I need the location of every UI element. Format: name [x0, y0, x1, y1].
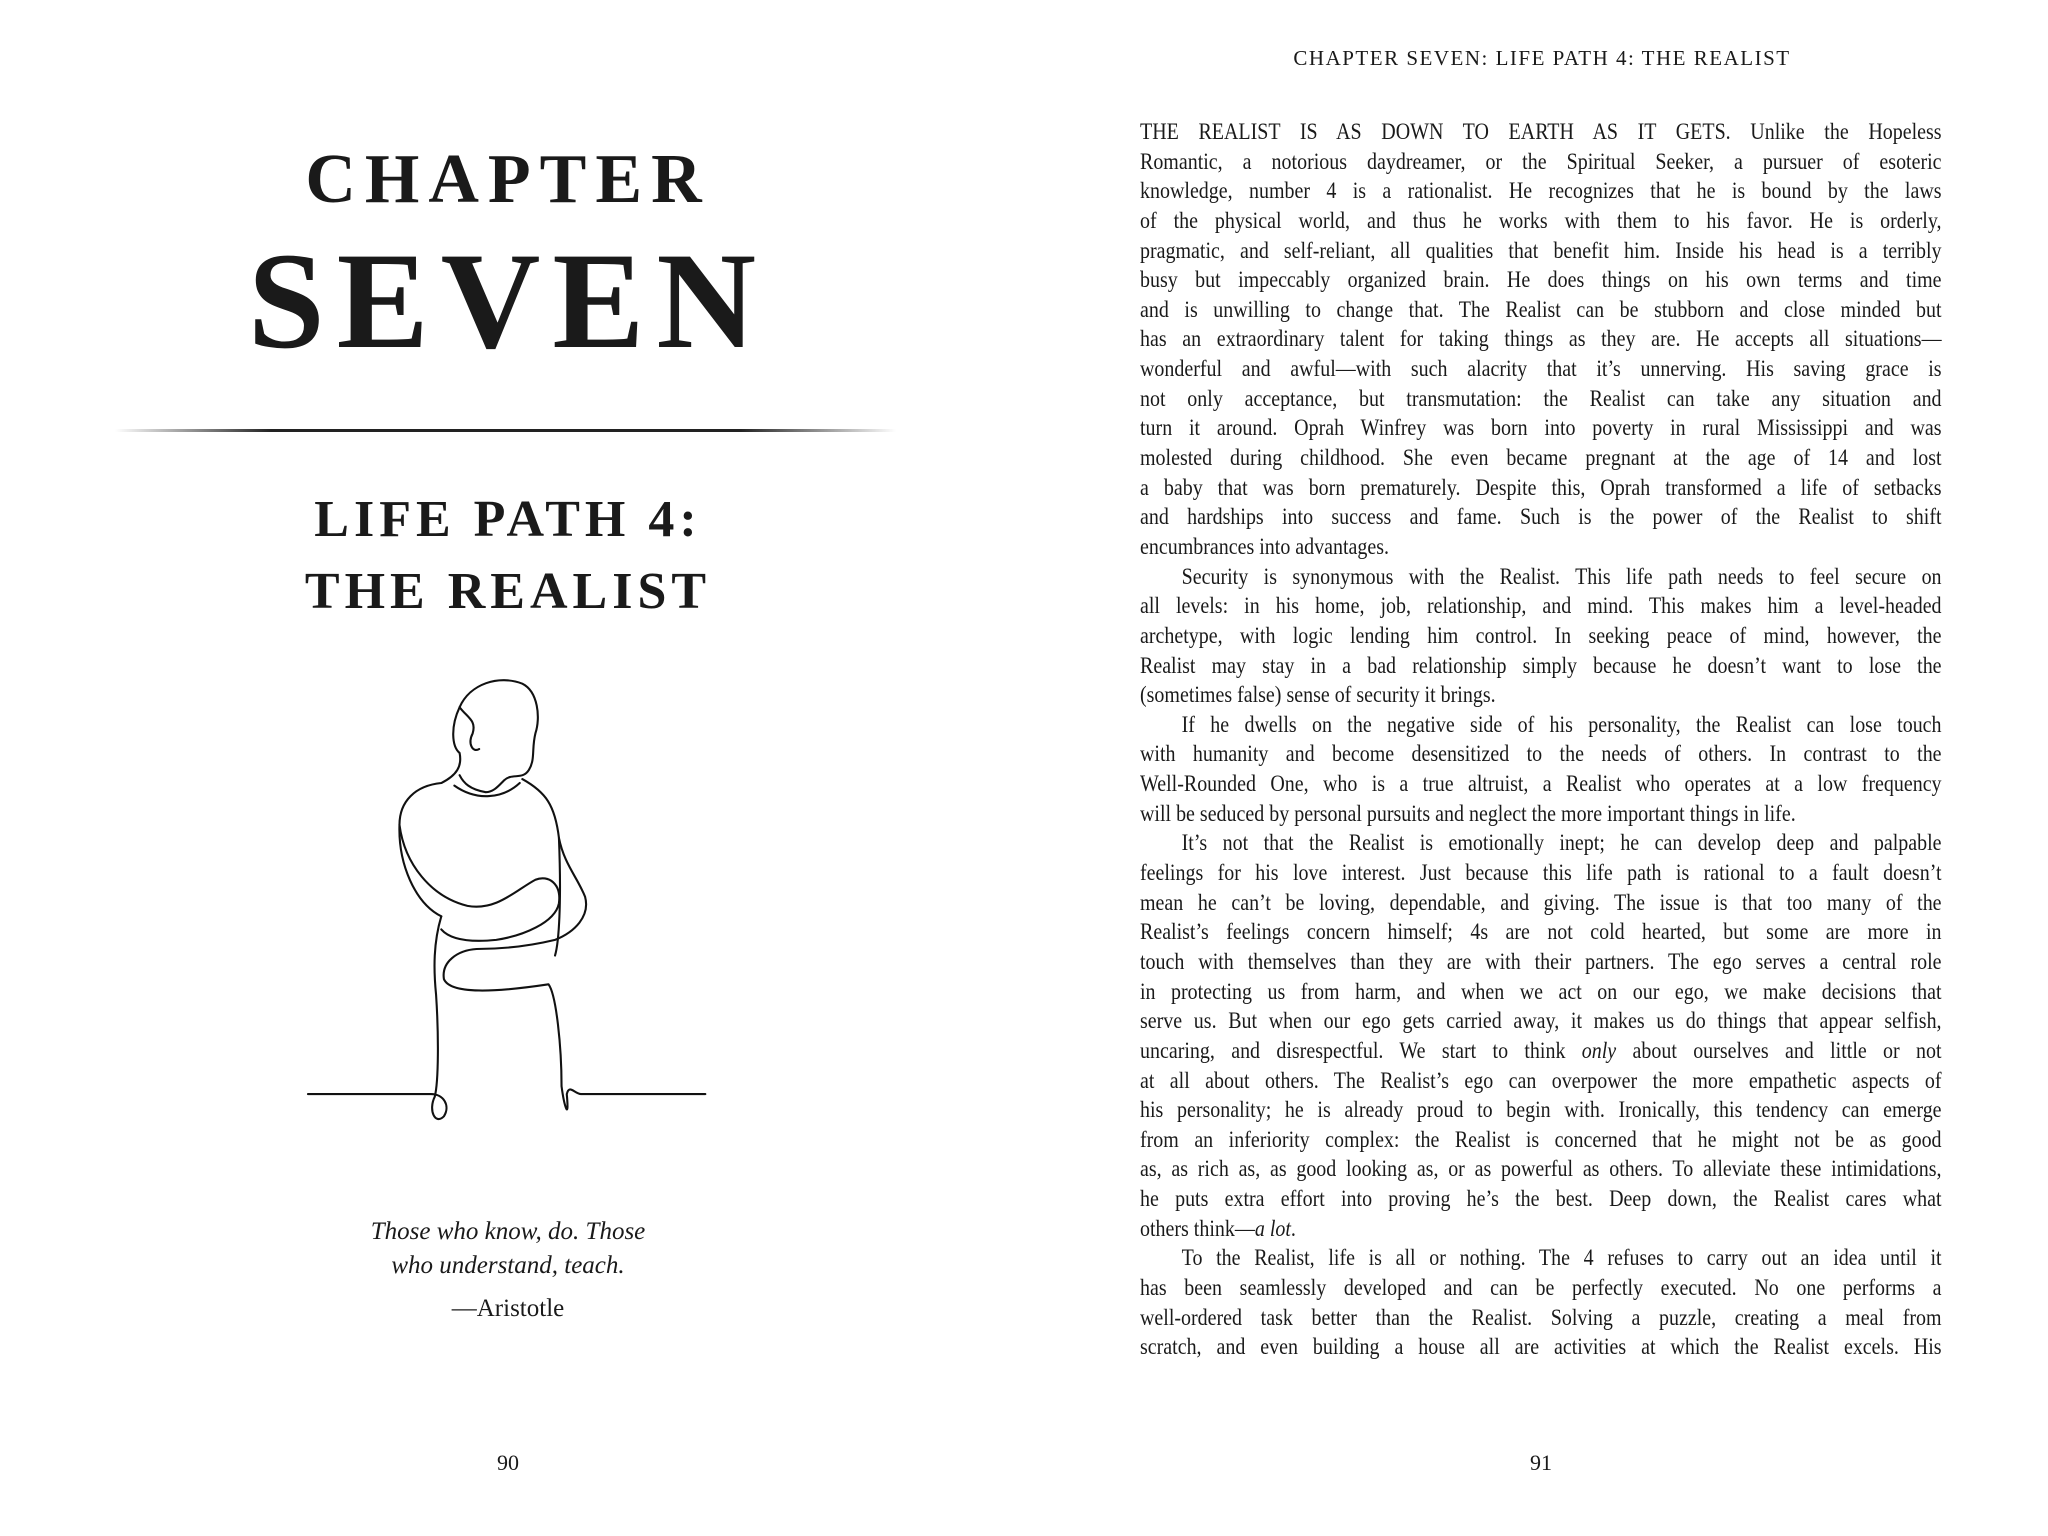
text-segment: and is unwilling to change that. The Realist can be stubborn and close minded but [1140, 296, 1942, 323]
text-line [1140, 266, 1942, 296]
text-line [1140, 740, 1942, 770]
text-segment: from an inferiority complex: the Realist is concerned that he might not be as good [1140, 1126, 1942, 1153]
text-line [1140, 711, 1942, 741]
text-line [1140, 118, 1942, 148]
epigraph-line2: who understand, teach. [391, 1252, 625, 1279]
text-segment: knowledge, number 4 is a rationalist. He recognizes that he is bound by the laws [1140, 178, 1942, 205]
text-line [1140, 829, 1942, 859]
text-segment: serve us. But when our ego gets carried away, it makes us do things that appear selfish, [1140, 1008, 1942, 1035]
text-segment: with humanity and become desensitized to the needs of others. In contrast to the [1140, 741, 1942, 768]
chapter-title-line2: THE REALIST [304, 563, 712, 620]
text-line [1140, 207, 1942, 237]
text-segment: turn it around. Oprah Winfrey was born into poverty in rural Mississippi and was [1140, 415, 1942, 442]
line-art-figure-illustration [300, 668, 712, 1132]
text-segment: Realist may stay in a bad relationship simply because he doesn’t want to lose the [1140, 652, 1942, 679]
text-segment: at all about others. The Realist’s ego can overpower the more empathetic aspects of [1140, 1067, 1942, 1094]
text-segment: scratch, and even building a house all are activities at which the Realist excels. His [1140, 1334, 1942, 1361]
text-segment: will be seduced by personal pursuits and neglect the more important things in life. [1140, 800, 1796, 827]
epigraph-attribution: —Aristotle [451, 1295, 565, 1322]
chapter-label: CHAPTER [305, 141, 711, 218]
text-segment: molested during childhood. She even became pregnant at the age of 14 and lost [1140, 445, 1942, 472]
text-segment: others think— [1140, 1215, 1255, 1242]
divider-rule [115, 429, 896, 432]
text-line [1140, 800, 1942, 830]
text-line [1140, 444, 1942, 474]
text-segment: encumbrances into advantages. [1140, 533, 1390, 560]
text-segment: his personality; he is already proud to begin with. Ironically, this tendency can emerge [1140, 1097, 1942, 1124]
page-number: 91 [1530, 1450, 1552, 1475]
text-line [1140, 1244, 1942, 1274]
text-line [1140, 770, 1942, 800]
text-segment: well-ordered task better than the Realist. Solving a puzzle, creating a meal from [1140, 1304, 1942, 1331]
text-segment: . [1290, 1215, 1296, 1242]
text-segment: feelings for his love interest. Just because this life path is rational to a fault doesn’t [1140, 860, 1942, 887]
text-segment: not only acceptance, but transmutation: the Realist can take any situation and [1140, 385, 1942, 412]
text-line [1140, 1007, 1942, 1037]
text-segment: Well-Rounded One, who is a true altruist, a Realist who operates at a low frequency [1140, 771, 1942, 798]
text-segment: If he dwells on the negative side of his personality, the Realist can lose touch [1181, 711, 1942, 738]
text-line [1140, 296, 1942, 326]
right-page [1024, 0, 2048, 1536]
text-line [1140, 1155, 1942, 1185]
text-segment: It’s not that the Realist is emotionally inept; he can develop deep and palpable [1181, 830, 1942, 857]
text-line [1140, 948, 1942, 978]
text-segment: busy but impeccably organized brain. He does things on his own terms and time [1140, 267, 1942, 294]
text-segment: touch with themselves than they are with their partners. The ego serves a central role [1140, 948, 1942, 975]
text-line [1140, 1304, 1942, 1334]
text-line [1140, 681, 1942, 711]
text-line [1140, 1215, 1942, 1245]
text-line [1140, 859, 1942, 889]
text-line [1140, 1067, 1942, 1097]
text-line [1140, 622, 1942, 652]
text-segment: THE REALIST IS AS DOWN TO EARTH AS IT GETS. Unlike the Hopeless [1140, 119, 1942, 145]
text-line [1140, 533, 1942, 563]
text-line [1140, 1274, 1942, 1304]
text-line [1140, 652, 1942, 682]
text-segment: and hardships into success and fame. Such is the power of the Realist to shift [1140, 504, 1942, 531]
epigraph-line1: Those who know, do. Those [370, 1218, 646, 1245]
text-segment: as, as rich as, as good looking as, or as powerful as others. To alleviate these intimidations, [1140, 1156, 1942, 1183]
text-line [1140, 148, 1942, 178]
text-line [1140, 592, 1942, 622]
text-segment: mean he can’t be loving, dependable, and giving. The issue is that too many of the [1140, 889, 1942, 916]
text-line [1140, 237, 1942, 267]
text-segment: pragmatic, and self-reliant, all qualities that benefit him. Inside his head is a terribly [1140, 237, 1942, 264]
text-line [1140, 414, 1942, 444]
text-segment: in protecting us from harm, and when we act on our ego, we make decisions that [1140, 978, 1942, 1005]
text-segment: Security is synonymous with the Realist. This life path needs to feel secure on [1181, 563, 1942, 590]
text-line [1140, 978, 1942, 1008]
text-segment: uncaring, and disrespectful. We start to think [1140, 1037, 1582, 1064]
text-segment: he puts extra effort into proving he’s the best. Deep down, the Realist cares what [1140, 1186, 1942, 1213]
body-text [1140, 118, 1942, 1363]
text-segment: a baby that was born prematurely. Despite this, Oprah transformed a life of setbacks [1140, 474, 1942, 501]
text-segment: (sometimes false) sense of security it brings. [1140, 682, 1496, 709]
text-line [1140, 889, 1942, 919]
italic-text: only [1581, 1037, 1617, 1064]
text-line [1140, 385, 1942, 415]
page-number: 90 [497, 1450, 519, 1475]
text-line [1140, 1096, 1942, 1126]
chapter-number: SEVEN [247, 224, 769, 377]
text-line [1140, 474, 1942, 504]
text-segment: about ourselves and little or not [1616, 1037, 1942, 1064]
text-line [1140, 563, 1942, 593]
text-line [1140, 1126, 1942, 1156]
running-head: CHAPTER SEVEN: LIFE PATH 4: THE REALIST [1293, 46, 1791, 70]
text-segment: wonderful and awful—with such alacrity that it’s unnerving. His saving grace is [1140, 356, 1942, 383]
text-segment: Romantic, a notorious daydreamer, or the Spiritual Seeker, a pursuer of esoteric [1140, 148, 1942, 175]
text-line [1140, 1185, 1942, 1215]
text-segment: of the physical world, and thus he works with them to his favor. He is orderly, [1140, 207, 1942, 234]
text-segment: has been seamlessly developed and can be perfectly executed. No one performs a [1140, 1274, 1942, 1301]
text-segment: To the Realist, life is all or nothing. The 4 refuses to carry out an idea until it [1181, 1245, 1942, 1272]
text-line [1140, 503, 1942, 533]
text-line [1140, 355, 1942, 385]
text-segment: has an extraordinary talent for taking things as they are. He accepts all situations— [1140, 326, 1942, 353]
chapter-title-line1: LIFE PATH 4: [314, 491, 702, 548]
text-line [1140, 325, 1942, 355]
text-segment: Realist’s feelings concern himself; 4s are not cold hearted, but some are more in [1140, 919, 1942, 946]
italic-text: a lot [1254, 1215, 1291, 1242]
text-segment: all levels: in his home, job, relationship, and mind. This makes him a level-headed [1140, 593, 1942, 620]
text-line [1140, 918, 1942, 948]
text-line [1140, 177, 1942, 207]
text-line [1140, 1037, 1942, 1067]
text-segment: archetype, with logic lending him control. In seeking peace of mind, however, the [1140, 622, 1942, 649]
text-line [1140, 1333, 1942, 1363]
